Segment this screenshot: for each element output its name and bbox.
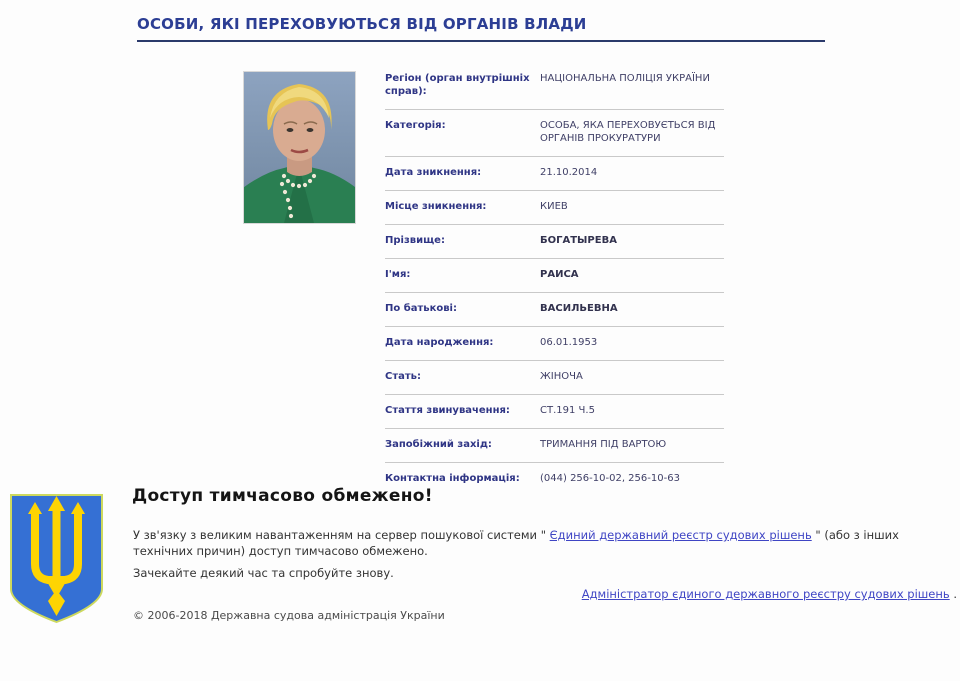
notice-heading: Доступ тимчасово обмежено! bbox=[132, 486, 433, 506]
admin-link-suffix: . bbox=[949, 587, 957, 601]
field-value: СТ.191 Ч.5 bbox=[540, 405, 595, 416]
person-photo-graphic bbox=[244, 72, 355, 223]
field-label: І'мя: bbox=[385, 269, 411, 280]
field-value: (044) 256-10-02, 256-10-63 bbox=[540, 473, 680, 484]
notice-text-after-link: " (або з інших технічних причин) доступ тимчасово обмежено. bbox=[133, 528, 899, 558]
table-row bbox=[385, 463, 724, 496]
retry-message: Зачекайте деякий час та спробуйте знову. bbox=[133, 566, 394, 580]
notice-paragraph bbox=[133, 527, 957, 559]
ukraine-coat-of-arms-icon bbox=[8, 492, 105, 625]
table-row bbox=[385, 361, 724, 395]
table-row bbox=[385, 293, 724, 327]
field-label: Запобіжний захід: bbox=[385, 439, 492, 450]
field-label: Дата зникнення: bbox=[385, 167, 482, 178]
table-row bbox=[385, 429, 724, 463]
title-underline bbox=[137, 40, 825, 42]
table-row bbox=[385, 259, 724, 293]
copyright-text: © 2006-2018 Державна судова адміністрація України bbox=[133, 609, 445, 622]
field-label: Стать: bbox=[385, 371, 422, 382]
field-value: КИЕВ bbox=[540, 201, 568, 212]
court-register-link[interactable]: Єдиний державний реєстр судових рішень bbox=[549, 528, 812, 542]
field-label: Контактна інформація: bbox=[385, 473, 520, 484]
table-row bbox=[385, 157, 724, 191]
admin-link-line bbox=[133, 587, 957, 601]
table-row bbox=[385, 63, 724, 110]
table-row bbox=[385, 327, 724, 361]
field-label: Дата народження: bbox=[385, 337, 494, 348]
page-title: ОСОБИ, ЯКІ ПЕРЕХОВУЮТЬСЯ ВІД ОРГАНІВ ВЛАДИ bbox=[137, 15, 587, 33]
table-row bbox=[385, 191, 724, 225]
field-value: ТРИМАННЯ ПІД ВАРТОЮ bbox=[540, 439, 667, 450]
person-photo bbox=[243, 71, 356, 224]
field-value: РАИСА bbox=[540, 269, 579, 280]
field-value: НАЦІОНАЛЬНА ПОЛІЦІЯ УКРАЇНИ bbox=[540, 73, 710, 84]
record-table bbox=[385, 63, 724, 496]
register-administrator-link[interactable]: Адміністратор єдиного державного реєстру судових рішень bbox=[581, 587, 950, 601]
table-row bbox=[385, 395, 724, 429]
notice-text-before-link: У зв'язку з великим навантаженням на сервер пошукової системи " bbox=[133, 528, 550, 542]
table-row bbox=[385, 110, 724, 157]
field-label: Стаття звинувачення: bbox=[385, 405, 510, 416]
field-label: Прізвище: bbox=[385, 235, 445, 246]
field-label: По батькові: bbox=[385, 303, 457, 314]
field-value: ОСОБА, ЯКА ПЕРЕХОВУЄТЬСЯ ВІД ОРГАНІВ ПРОКУРАТУРИ bbox=[540, 120, 716, 144]
field-value: ВАСИЛЬЕВНА bbox=[540, 303, 618, 314]
field-value: 21.10.2014 bbox=[540, 167, 598, 178]
field-value: ЖІНОЧА bbox=[540, 371, 583, 382]
field-label: Категорія: bbox=[385, 120, 446, 131]
field-label: Місце зникнення: bbox=[385, 201, 487, 212]
field-value: 06.01.1953 bbox=[540, 337, 598, 348]
table-row bbox=[385, 225, 724, 259]
field-label: Регіон (орган внутрішніх справ): bbox=[385, 73, 530, 97]
field-value: БОГАТЫРЕВА bbox=[540, 235, 617, 246]
